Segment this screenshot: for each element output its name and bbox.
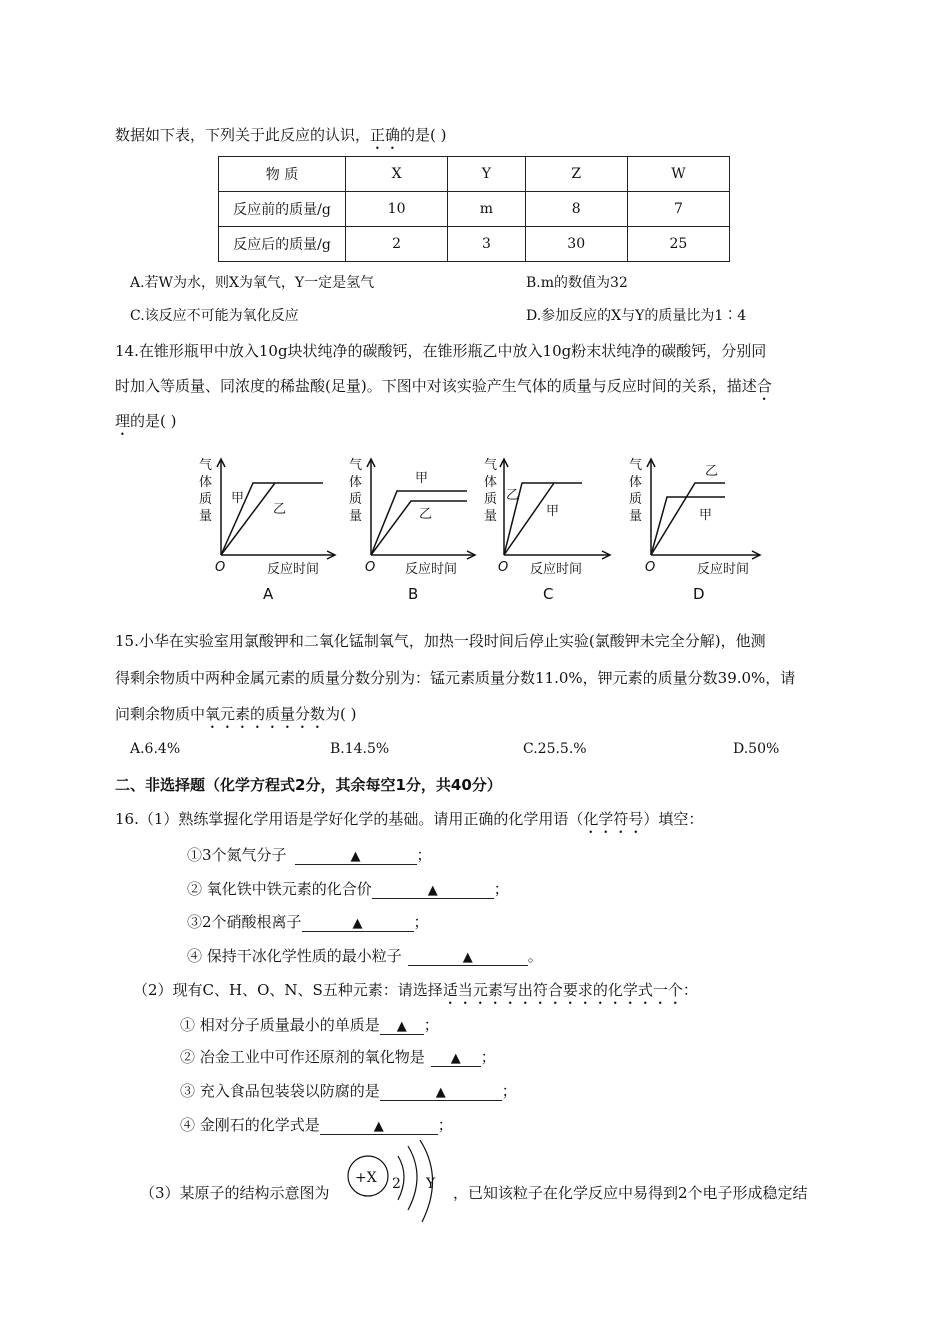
svg-text:O: O: [365, 560, 376, 575]
answer-blank[interactable]: [295, 846, 417, 865]
svg-text:量: 量: [349, 509, 363, 524]
section-2-title: 二、非选择题（化学方程式2分，其余每空1分，共40分）: [115, 776, 502, 794]
triangle-icon: ▲: [462, 950, 473, 965]
q16-part1-prompt: 16.（1）熟练掌握化学用语是学好化学的基础。请用正确的化学用语（化学符号）填空：: [115, 810, 704, 828]
svg-text:质: 质: [349, 492, 363, 507]
origin-label: O: [215, 560, 226, 575]
answer-blank[interactable]: [372, 880, 494, 899]
svg-text:体: 体: [199, 475, 213, 490]
svg-text:反应时间: 反应时间: [697, 562, 750, 577]
graph-a: [195, 455, 345, 605]
svg-text:气: 气: [484, 458, 498, 473]
curve-label-yi: 乙: [419, 507, 433, 522]
x-axis-label: 反应时间: [267, 562, 320, 577]
curve-label-jia: 甲: [231, 491, 245, 506]
q14-line-2: 时加入等质量、同浓度的稀盐酸(足量)。下图中对该实验产生气体的质量与反应时间的关系，描述合: [115, 377, 772, 395]
q13-option-b: B.m的数值为32: [526, 275, 628, 291]
curve-label-yi: 乙: [273, 502, 287, 517]
svg-text:体: 体: [629, 475, 643, 490]
triangle-icon: ▲: [396, 1019, 407, 1034]
q16-p1-item-2: ② 氧化铁中铁元素的化合价 ▲ ；: [187, 880, 509, 898]
answer-blank[interactable]: [380, 1082, 502, 1101]
triangle-icon: ▲: [373, 1119, 384, 1134]
answer-blank[interactable]: [380, 1016, 424, 1035]
svg-text:反应时间: 反应时间: [530, 562, 583, 577]
graph-letter: A: [263, 585, 274, 603]
q16-p2-item-4: ④ 金刚石的化学式是 ▲ ；: [180, 1116, 453, 1134]
q16-p2-item-3: ③ 充入食品包装袋以防腐的是 ▲ ；: [180, 1082, 517, 1100]
answer-blank[interactable]: [302, 913, 414, 932]
graph-letter: C: [543, 585, 554, 603]
q14-line-1: 14.在锥形瓶甲中放入10g块状纯净的碳酸钙，在锥形瓶乙中放入10g粉末状纯净的碳酸钙，分别同: [115, 342, 767, 360]
graph-b: [345, 455, 498, 605]
q13-intro: 数据如下表，下列关于此反应的认识，正确的是( ): [115, 126, 447, 144]
table-row: 反应前的质量/g 10 m 8 7: [219, 192, 730, 227]
curve-label-yi: 乙: [506, 488, 520, 503]
q15-option-b: B.14.5%: [330, 741, 390, 757]
svg-text:质: 质: [484, 492, 498, 507]
shell-1-electrons: 2: [392, 1176, 401, 1192]
curve-label-yi: 乙: [705, 464, 719, 479]
triangle-icon: ▲: [435, 1085, 446, 1100]
table-header-row: 物 质 X Y Z W: [219, 157, 730, 192]
q14-line-3: 理的是( ): [115, 412, 177, 430]
q15-option-a: A.6.4%: [130, 741, 181, 757]
electron-shell-2: [408, 1146, 417, 1210]
svg-text:O: O: [498, 560, 509, 575]
svg-text:量: 量: [629, 509, 643, 524]
q16-part3-prompt-post: ，已知该粒子在化学反应中易得到2个电子形成稳定结: [453, 1184, 808, 1202]
svg-text:量: 量: [199, 509, 213, 524]
graph-c: [480, 455, 630, 605]
answer-blank[interactable]: [320, 1116, 438, 1135]
q16-p2-item-1: ① 相对分子质量最小的单质是 ▲ ；: [180, 1016, 439, 1034]
svg-text:气: 气: [349, 458, 363, 473]
graph-letter: B: [408, 585, 419, 603]
answer-blank[interactable]: [431, 1048, 481, 1067]
svg-text:体: 体: [349, 475, 363, 490]
svg-text:反应时间: 反应时间: [405, 562, 458, 577]
q15-line-2: 得剩余物质中两种金属元素的质量分数分别为：锰元素质量分数11.0%，钾元素的质量分数39.0%，请: [115, 669, 796, 687]
q15-line-1: 15.小华在实验室用氯酸钾和二氧化锰制氧气，加热一段时间后停止实验(氯酸钾未完全分解)，他测: [115, 632, 766, 650]
q15-line-3: 问剩余物质中氧元素的质量分数为( ): [115, 705, 357, 723]
curve-yi: [651, 483, 725, 555]
q16-p2-item-2: ② 冶金工业中可作还原剂的氧化物是 ▲ ；: [180, 1048, 496, 1066]
shell-2-electrons: Y: [426, 1176, 436, 1192]
curve-jia: [651, 497, 725, 555]
q13-option-c: C.该反应不可能为氧化反应: [130, 308, 299, 324]
q16-part2-prompt: （2）现有C、H、O、N、S五种元素：请选择适当元素写出符合要求的化学式一个：: [133, 981, 698, 999]
q16-p1-item-4: ④ 保持干冰化学性质的最小粒子 ▲ 。: [187, 947, 543, 965]
nucleus-charge: +X: [355, 1170, 377, 1186]
graph-letter: D: [693, 585, 705, 603]
curve-label-jia: 甲: [546, 504, 560, 519]
svg-text:质: 质: [629, 492, 643, 507]
svg-text:体: 体: [484, 475, 498, 490]
graph-d: [625, 455, 775, 605]
triangle-icon: ▲: [350, 849, 361, 864]
triangle-icon: ▲: [352, 916, 363, 931]
answer-blank[interactable]: [408, 947, 528, 966]
q16-p1-item-3: ③2个硝酸根离子 ▲ ；: [187, 913, 429, 931]
table-row: 反应后的质量/g 2 3 30 25: [219, 227, 730, 262]
svg-text:量: 量: [484, 509, 498, 524]
svg-text:气: 气: [629, 458, 643, 473]
q13-option-d: D.参加反应的X与Y的质量比为1∶4: [526, 308, 747, 324]
q16-part3-prompt-pre: （3）某原子的结构示意图为: [140, 1184, 330, 1202]
triangle-icon: ▲: [450, 1051, 461, 1066]
q13-mass-table: [218, 156, 730, 262]
q15-option-c: C.25.5.%: [523, 741, 587, 757]
curve-label-jia: 甲: [699, 508, 713, 523]
atom-structure-diagram: [340, 1140, 455, 1225]
q16-p1-item-1: ①3个氮气分子 ▲ ；: [187, 846, 432, 864]
svg-text:质: 质: [199, 492, 213, 507]
q15-option-d: D.50%: [733, 741, 780, 757]
y-axis-label: 气: [199, 458, 213, 473]
curve-label-jia: 甲: [415, 471, 429, 486]
svg-text:O: O: [645, 560, 656, 575]
triangle-icon: ▲: [427, 883, 438, 898]
q13-option-a: A.若W为水，则X为氧气，Y一定是氢气: [130, 275, 375, 291]
